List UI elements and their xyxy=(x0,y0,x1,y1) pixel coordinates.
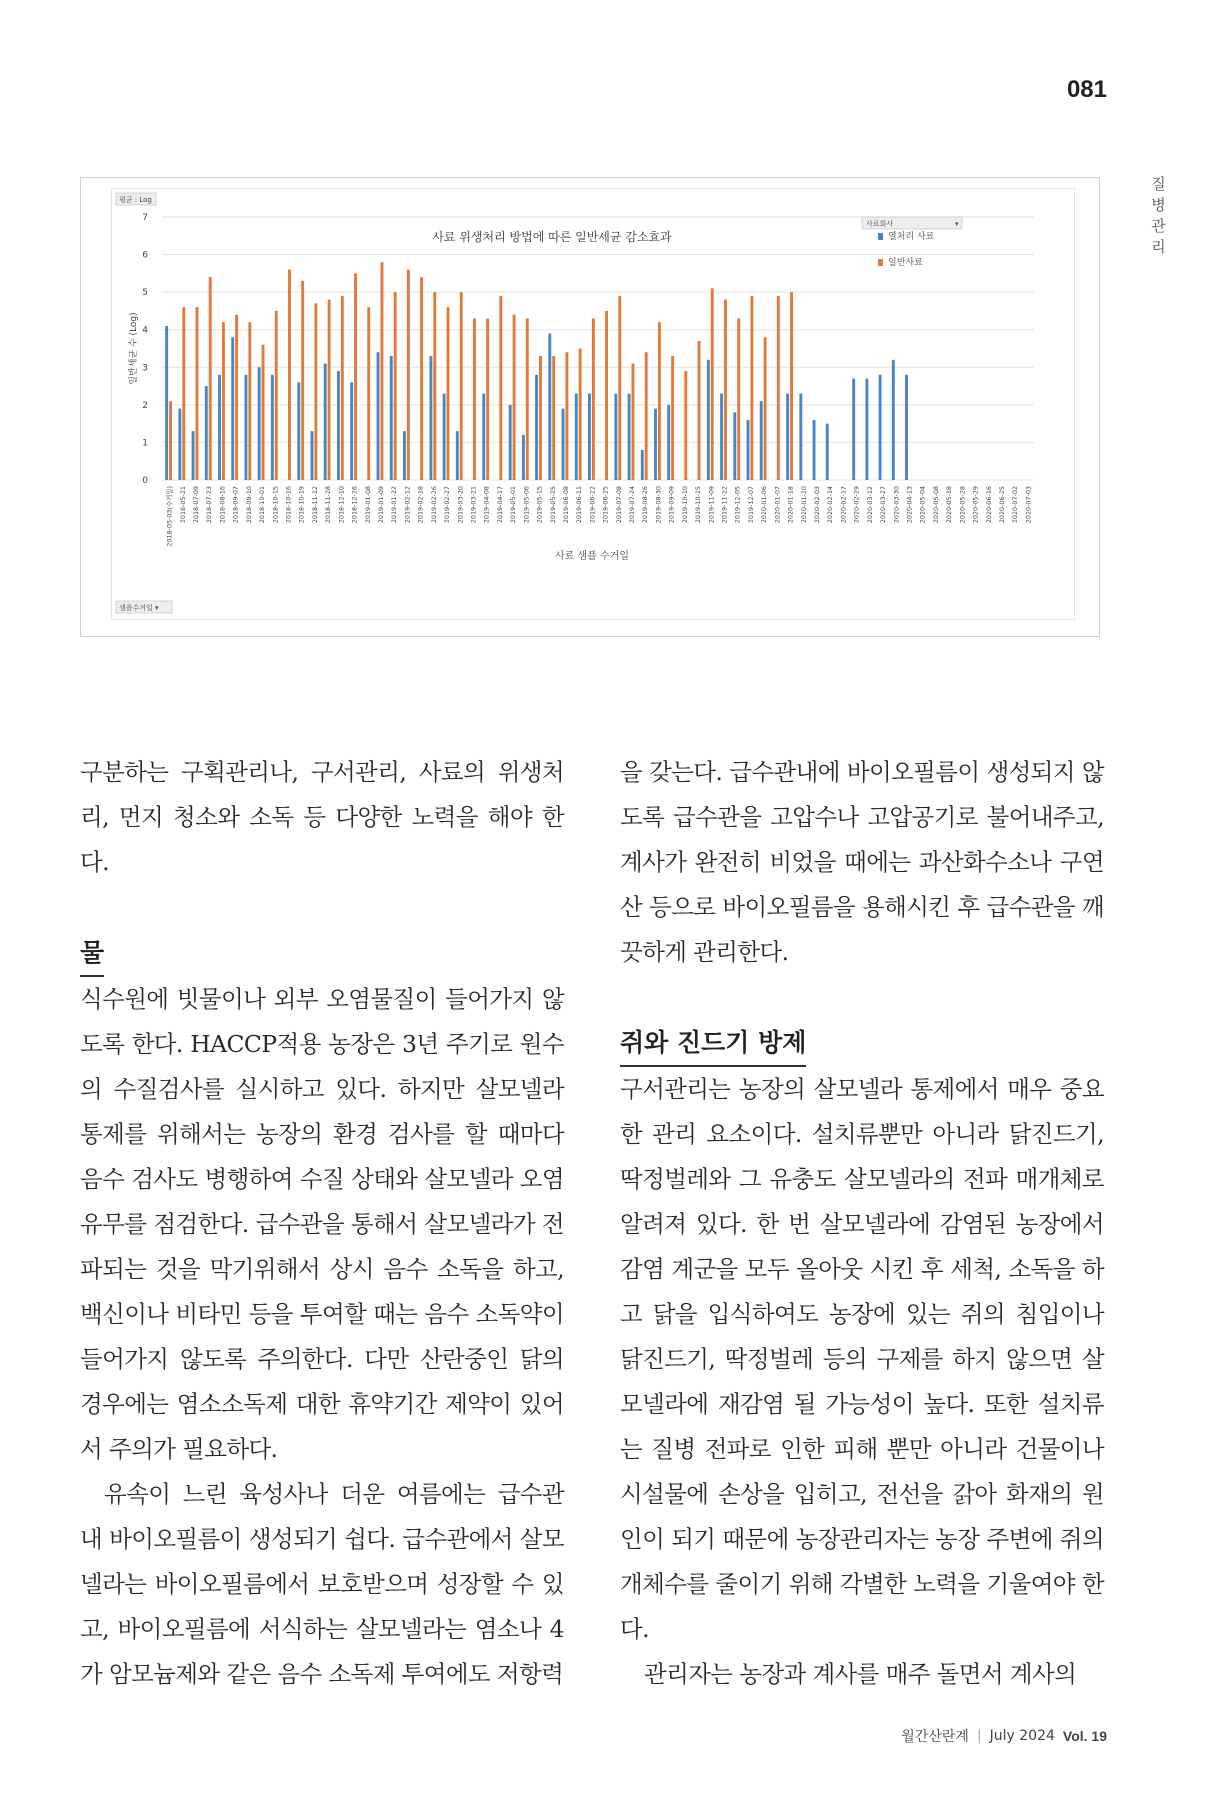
bar xyxy=(377,352,380,480)
bar xyxy=(394,292,397,480)
paragraph: 관리자는 농장과 계사를 매주 돌면서 계사의 xyxy=(644,1660,1077,1688)
x-tick-label: 2019-10-15 xyxy=(694,486,703,524)
x-tick-label: 2020-05-04 xyxy=(918,486,927,524)
x-tick-label: 2018-10-15 xyxy=(271,486,280,524)
x-tick-label: 2019-05-15 xyxy=(535,486,544,524)
y-tick-label: 6 xyxy=(142,250,148,261)
bar xyxy=(777,296,780,480)
bar-chart xyxy=(112,189,1076,621)
bar xyxy=(486,318,489,480)
x-tick-label: 2020-04-13 xyxy=(905,486,914,524)
y-tick-label: 4 xyxy=(142,325,148,336)
bar xyxy=(605,311,608,480)
x-tick-label: 2019-09-09 xyxy=(667,486,676,524)
bar xyxy=(350,382,353,480)
x-tick-label: 2018-10-01 xyxy=(258,486,267,524)
x-tick-label: 2019-04-08 xyxy=(482,486,491,524)
bar xyxy=(750,296,753,480)
bar xyxy=(473,318,476,480)
x-tick-label: 2020-03-27 xyxy=(879,486,888,524)
y-tick-label: 1 xyxy=(142,438,148,449)
bar xyxy=(271,375,274,480)
legend-dropdown-label: 사료회사 xyxy=(866,220,894,228)
legend-swatch xyxy=(878,259,883,266)
x-tick-label: 2019-07-24 xyxy=(628,486,637,524)
bar xyxy=(592,318,595,480)
bar xyxy=(341,296,344,480)
bar xyxy=(262,345,265,480)
section-heading: 쥐와 진드기 방제 xyxy=(620,1020,806,1067)
x-tick-label: 2018-11-12 xyxy=(310,486,319,524)
x-tick-label: 2019-10-10 xyxy=(680,486,689,524)
bar xyxy=(390,356,393,480)
x-tick-label: 2020-07-03 xyxy=(1024,486,1033,524)
bar xyxy=(548,333,551,480)
x-tick-label: 2018-08-16 xyxy=(218,486,227,524)
bar xyxy=(575,394,578,480)
x-tick-label: 2020-06-16 xyxy=(984,486,993,524)
x-tick-label: 2019-01-22 xyxy=(390,486,399,524)
bar xyxy=(231,337,234,480)
bar xyxy=(311,431,314,480)
y-tick-label: 3 xyxy=(142,363,148,374)
x-tick-label: 2018-11-28 xyxy=(324,486,333,524)
bar xyxy=(205,386,208,480)
bar xyxy=(513,315,516,480)
x-tick-label: 2020-03-30 xyxy=(892,486,901,524)
y-axis-label: 일반세균 수 (Log) xyxy=(129,312,139,385)
volume-number: Vol. 19 xyxy=(1062,1728,1107,1744)
page-number: 081 xyxy=(1066,76,1107,103)
bar xyxy=(707,360,710,480)
x-tick-label: 2018-09-10 xyxy=(244,486,253,524)
bar xyxy=(658,322,661,480)
x-tick-label: 2019-01-09 xyxy=(377,486,385,524)
bar xyxy=(165,326,168,480)
bar xyxy=(552,356,555,480)
y-tick-label: 2 xyxy=(142,400,148,411)
bar xyxy=(196,307,199,480)
chart-title: 사료 위생처리 방법에 따른 일반세균 감소효과 xyxy=(432,230,672,244)
bar xyxy=(367,307,370,480)
bar xyxy=(535,375,538,480)
x-tick-label: 2018-07-23 xyxy=(205,486,214,524)
bar xyxy=(482,394,485,480)
x-tick-label: 2019-07-08 xyxy=(614,486,623,524)
bar xyxy=(218,375,221,480)
bar xyxy=(698,341,701,480)
filter-label-average: 평균 : Log xyxy=(119,196,152,204)
bar xyxy=(275,311,278,480)
bar xyxy=(711,288,714,480)
bar xyxy=(654,409,657,480)
bar xyxy=(248,322,251,480)
page-footer xyxy=(901,1726,1107,1746)
bar xyxy=(433,292,436,480)
legend-dropdown-arrow: ▾ xyxy=(955,220,959,228)
paragraph-gap xyxy=(80,885,564,930)
paragraph-gap xyxy=(620,975,1104,1020)
bar xyxy=(539,356,542,480)
legend-label: 일반사료 xyxy=(888,258,923,268)
x-tick-label: 2019-08-30 xyxy=(654,486,663,524)
x-tick-label: 2019-12-05 xyxy=(733,486,742,524)
bar xyxy=(879,375,882,480)
paragraph: 구서관리는 농장의 살모넬라 통제에서 매우 중요한 관리 요소이다. 설치류뿐만 아니라 닭진드기, 딱정벌레와 그 유충도 살모넬라의 전파 매개체로 알려져 있다. 한 번 살모넬라에 감염된 농장에서 감염 계군을 모두 올아웃 시킨 후 세척, 소독을 하고 닭을 입식하여도 농장에 있는 쥐의 침입이나 닭진드기, 딱정벌레 등의 구제를 하지 않으면 살모넬라에 재감염 될 가능성이 높다. 또한 설치류는 질병 전파로 인한 피해 뿐만 아니라 건물이나 시설물에 손상을 입히고, 전선을 갉아 화재의 원인이 되기 때문에 농장관리자는 농장 주변에 쥐의 개체수를 줄이기 위해 각별한 노력을 기울여야 한다. xyxy=(620,1075,1104,1643)
x-tick-label: 2018-10-19 xyxy=(297,486,306,524)
x-tick-label: 2019-02-18 xyxy=(416,486,425,524)
x-tick-label: 2019-02-26 xyxy=(429,486,438,524)
x-tick-label: 2019-05-25 xyxy=(548,486,557,524)
bar xyxy=(733,412,736,480)
x-tick-label: 2018-05-21 xyxy=(178,486,187,524)
x-tick-label: 2019-11-22 xyxy=(720,486,729,524)
legend-swatch xyxy=(878,233,883,240)
bar xyxy=(460,292,463,480)
bar xyxy=(720,394,723,480)
filter-label-date: 샘플수거일 ▾ xyxy=(119,604,159,612)
bar xyxy=(443,394,446,480)
bar xyxy=(645,352,648,480)
bar xyxy=(169,401,172,480)
x-tick-label: 2020-05-29 xyxy=(971,486,980,524)
bar xyxy=(420,277,423,480)
x-tick-label: 2020-03-12 xyxy=(865,486,874,524)
right-column xyxy=(620,750,1104,1697)
bar xyxy=(354,273,357,480)
x-tick-label: 2020-02-17 xyxy=(839,486,848,524)
x-tick-label: 2019-03-20 xyxy=(456,486,465,524)
x-tick-label: 2019-01-08 xyxy=(363,486,372,524)
bar xyxy=(614,394,617,480)
x-tick-label: 2020-01-20 xyxy=(799,486,808,524)
x-tick-label: 2019-06-22 xyxy=(588,486,597,524)
issue-date: July 2024 xyxy=(989,1728,1055,1744)
bar xyxy=(447,307,450,480)
x-tick-label: 2019-05-06 xyxy=(522,486,531,524)
bar xyxy=(192,431,195,480)
bar xyxy=(667,405,670,480)
bar xyxy=(301,281,304,480)
footer-separator: | xyxy=(976,1728,982,1744)
bar xyxy=(182,307,185,480)
bar xyxy=(562,409,565,480)
x-tick-label: 2020-05-08 xyxy=(931,486,940,524)
bar xyxy=(747,420,750,480)
bar xyxy=(381,262,384,480)
x-tick-label: 2019-04-17 xyxy=(495,486,504,524)
bar xyxy=(684,371,687,480)
bar xyxy=(429,356,432,480)
bar xyxy=(297,382,300,480)
bar xyxy=(799,394,802,480)
bar xyxy=(178,409,181,480)
y-tick-label: 7 xyxy=(142,213,148,223)
bar xyxy=(579,349,582,481)
bar xyxy=(852,379,855,480)
bar xyxy=(671,356,674,480)
bar xyxy=(235,315,238,480)
x-tick-label: 2019-06-25 xyxy=(601,486,610,524)
bar xyxy=(618,296,621,480)
x-tick-label: 2018-12-10 xyxy=(337,486,346,524)
body-text xyxy=(80,750,1110,1688)
section-heading: 물 xyxy=(80,930,104,977)
magazine-name: 월간산란계 xyxy=(901,1729,969,1745)
bar xyxy=(588,394,591,480)
bar xyxy=(565,352,568,480)
bar xyxy=(865,379,868,480)
bar xyxy=(403,431,406,480)
bar xyxy=(314,303,317,480)
x-tick-label: 2020-02-29 xyxy=(852,486,861,524)
x-tick-label: 2018-09-07 xyxy=(231,486,240,524)
y-tick-label: 0 xyxy=(142,476,148,486)
bar xyxy=(760,401,763,480)
paragraph: 구분하는 구획관리나, 구서관리, 사료의 위생처리, 먼지 청소와 소독 등 다양한 노력을 해야 한다. xyxy=(80,758,564,876)
x-tick-label: 2020-02-03 xyxy=(813,486,821,524)
x-tick-label: 2019-02-12 xyxy=(403,486,412,524)
x-tick-label: 2020-05-28 xyxy=(958,486,967,524)
bar xyxy=(628,394,631,480)
bar xyxy=(337,371,340,480)
x-tick-label: 2020-07-02 xyxy=(1011,486,1020,524)
bar xyxy=(244,375,247,480)
x-tick-label: 2019-05-01 xyxy=(509,486,518,524)
x-tick-label: 2018-05-03(수거일) xyxy=(165,486,174,547)
x-tick-label: 2018-10-16 xyxy=(284,486,293,524)
bar xyxy=(724,300,727,480)
bar xyxy=(737,318,740,480)
bar xyxy=(509,405,512,480)
bar xyxy=(324,364,327,480)
x-tick-label: 2019-11-09 xyxy=(707,486,716,524)
chart-figure xyxy=(80,177,1100,637)
x-tick-label: 2020-01-06 xyxy=(760,486,769,524)
x-tick-label: 2020-01-18 xyxy=(786,486,795,524)
x-tick-label: 2020-05-18 xyxy=(945,486,954,524)
bar xyxy=(786,394,789,480)
bar xyxy=(499,296,502,480)
x-tick-label: 2019-03-21 xyxy=(469,486,478,524)
paragraph: 식수원에 빗물이나 외부 오염물질이 들어가지 않도록 한다. HACCP적용 농장은 3년 주기로 원수의 수질검사를 실시하고 있다. 하지만 살모넬라 통제를 위해서는 농장의 환경 검사를 할 때마다 음수 검사도 병행하여 수질 상태와 살모넬라 오염 유무를 점검한다. 급수관을 통해서 살모넬라가 전파되는 것을 막기위해서 상시 음수 소독을 하고, 백신이나 비타민 등을 투여할 때는 음수 소독약이 들어가지 않도록 주의한다. 다만 산란중인 닭의 경우에는 염소소독제 대한 휴약기간 제약이 있어서 주의가 필요하다. xyxy=(80,985,564,1463)
legend-label: 열처리 사료 xyxy=(888,232,935,242)
bar xyxy=(328,300,331,480)
x-tick-label: 2020-06-25 xyxy=(997,486,1006,524)
bar xyxy=(222,322,225,480)
bar xyxy=(522,435,525,480)
bar xyxy=(641,450,644,480)
bar xyxy=(790,292,793,480)
bar xyxy=(892,360,895,480)
x-tick-label: 2019-12-07 xyxy=(746,486,755,524)
bar xyxy=(288,270,291,480)
bar xyxy=(905,375,908,480)
chart-area xyxy=(111,188,1075,620)
x-tick-label: 2019-02-27 xyxy=(443,486,452,524)
bar xyxy=(258,367,261,480)
x-tick-label: 2018-12-26 xyxy=(350,486,359,524)
bar xyxy=(407,270,410,480)
paragraph: 유속이 느린 육성사나 더운 여름에는 급수관 내 바이오필름이 생성되기 쉽다. 급수관에서 살모넬라는 바이오필름에서 보호받으며 성장할 수 있고, 바이오필름에 서식하는 살모넬라는 염소나 4가 암모늄제와 같은 음수 소독제 투여에도 저항력 xyxy=(80,1480,564,1688)
x-axis-label: 사료 샘플 수거일 xyxy=(555,551,629,562)
x-tick-label: 2019-06-11 xyxy=(575,486,584,524)
bar xyxy=(813,420,816,480)
section-side-label: 질병관리 xyxy=(1149,176,1167,260)
bar xyxy=(526,318,529,480)
y-tick-label: 5 xyxy=(142,288,148,299)
x-tick-label: 2019-06-08 xyxy=(561,486,570,524)
bar xyxy=(456,431,459,480)
left-column xyxy=(80,750,564,1697)
paragraph: 을 갖는다. 급수관내에 바이오필름이 생성되지 않도록 급수관을 고압수나 고압공기로 불어내주고, 계사가 완전히 비었을 때에는 과산화수소나 구연산 등으로 바이오필름을 용해시킨 후 급수관을 깨끗하게 관리한다. xyxy=(620,758,1104,966)
x-tick-label: 2020-02-14 xyxy=(826,486,835,524)
x-tick-label: 2019-08-26 xyxy=(641,486,650,524)
x-tick-label: 2020-01-07 xyxy=(773,486,782,524)
bar xyxy=(826,424,829,480)
x-tick-label: 2018-07-09 xyxy=(192,486,201,524)
bar xyxy=(632,364,635,480)
bar xyxy=(209,277,212,480)
bar xyxy=(764,337,767,480)
